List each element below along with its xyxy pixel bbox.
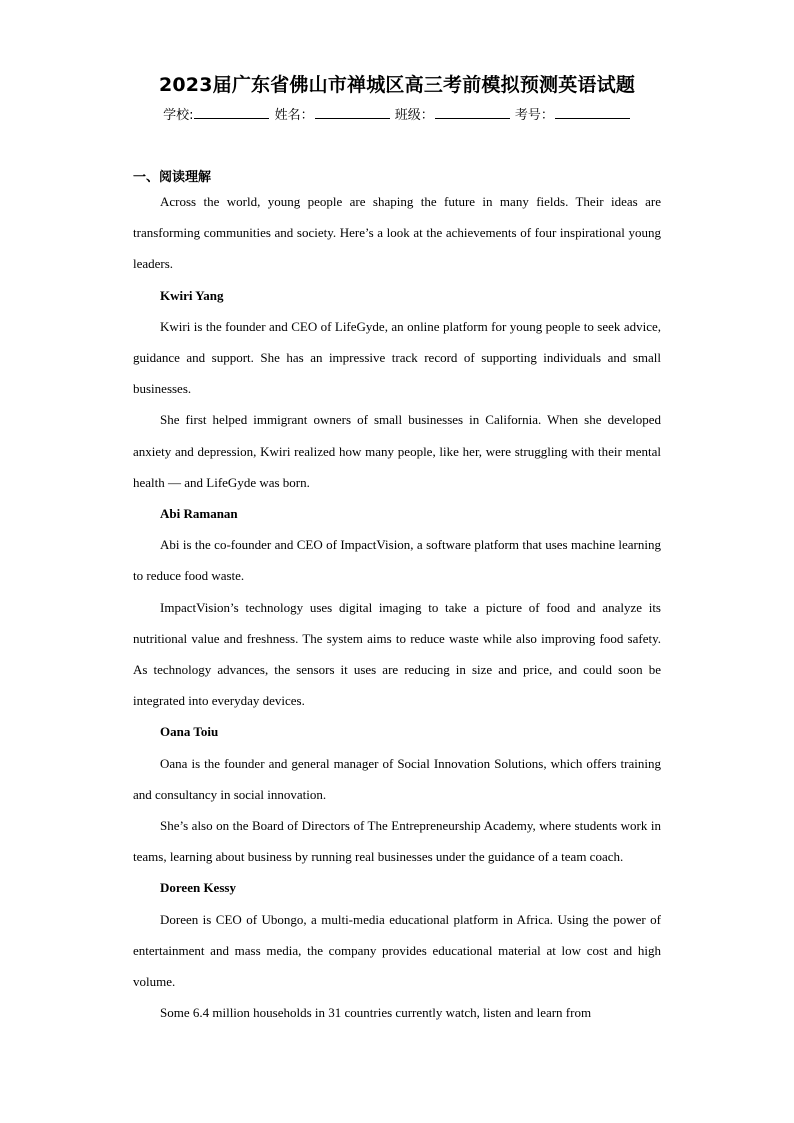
student-info-line bbox=[0, 104, 794, 123]
page-title: 2023届广东省佛山市禅城区高三考前模拟预测英语试题 bbox=[158, 74, 636, 96]
leader-name: Oana Toiu bbox=[160, 724, 219, 740]
leader-name: Kwiri Yang bbox=[160, 287, 224, 303]
paragraph: Abi is the co-founder and CEO of ImpactVision, a software platform that uses machine learning to reduce food waste. bbox=[133, 537, 661, 584]
name-label: 姓名： bbox=[274, 108, 314, 123]
section-heading: 一、阅读理解 bbox=[133, 170, 212, 185]
class-blank[interactable] bbox=[435, 106, 510, 119]
class-label: 班级： bbox=[394, 108, 434, 123]
school-blank[interactable] bbox=[194, 106, 269, 119]
exam-number-blank[interactable] bbox=[555, 106, 630, 119]
school-label: 学校: bbox=[163, 108, 194, 123]
paragraph: Kwiri is the founder and CEO of LifeGyde, an online platform for young people to seek advice, guidance and support. She has an impressive track record of supporting individuals and small businesses. bbox=[133, 318, 661, 397]
leader-name: Doreen Kessy bbox=[160, 880, 236, 896]
exam-number-label: 考号： bbox=[514, 108, 554, 123]
paragraph: She first helped immigrant owners of small businesses in California. When she developed anxiety and depression, Kwiri realized how many people, like her, were struggling with their mental health — and LifeGyde was born. bbox=[133, 412, 661, 490]
paragraph: ImpactVision’s technology uses digital imaging to take a picture of food and analyze its nutritional value and freshness. The system aims to reduce waste while also improving food safety. As technology advances, the sensors it uses are reducing in size and price, and could soon be integrated into everyday devices. bbox=[133, 599, 661, 709]
reading-passage bbox=[133, 186, 661, 1028]
intro-paragraph: Across the world, young people are shaping the future in many fields. Their ideas are transforming communities and society. Here’s a look at the achievements of four inspirational young leaders. bbox=[133, 194, 661, 272]
name-blank[interactable] bbox=[315, 106, 390, 119]
paragraph: Some 6.4 million households in 31 countries currently watch, listen and learn from bbox=[160, 1005, 592, 1021]
paragraph: Doreen is CEO of Ubongo, a multi-media educational platform in Africa. Using the power of entertainment and mass media, the company provides educational material at low cost and high volume. bbox=[133, 911, 661, 990]
paragraph: Oana is the founder and general manager of Social Innovation Solutions, which offers training and consultancy in social innovation. bbox=[133, 755, 661, 802]
leader-name: Abi Ramanan bbox=[160, 506, 238, 522]
paragraph: She’s also on the Board of Directors of The Entrepreneurship Academy, where students work in teams, learning about business by running real businesses under the guidance of a team coach. bbox=[133, 818, 661, 865]
